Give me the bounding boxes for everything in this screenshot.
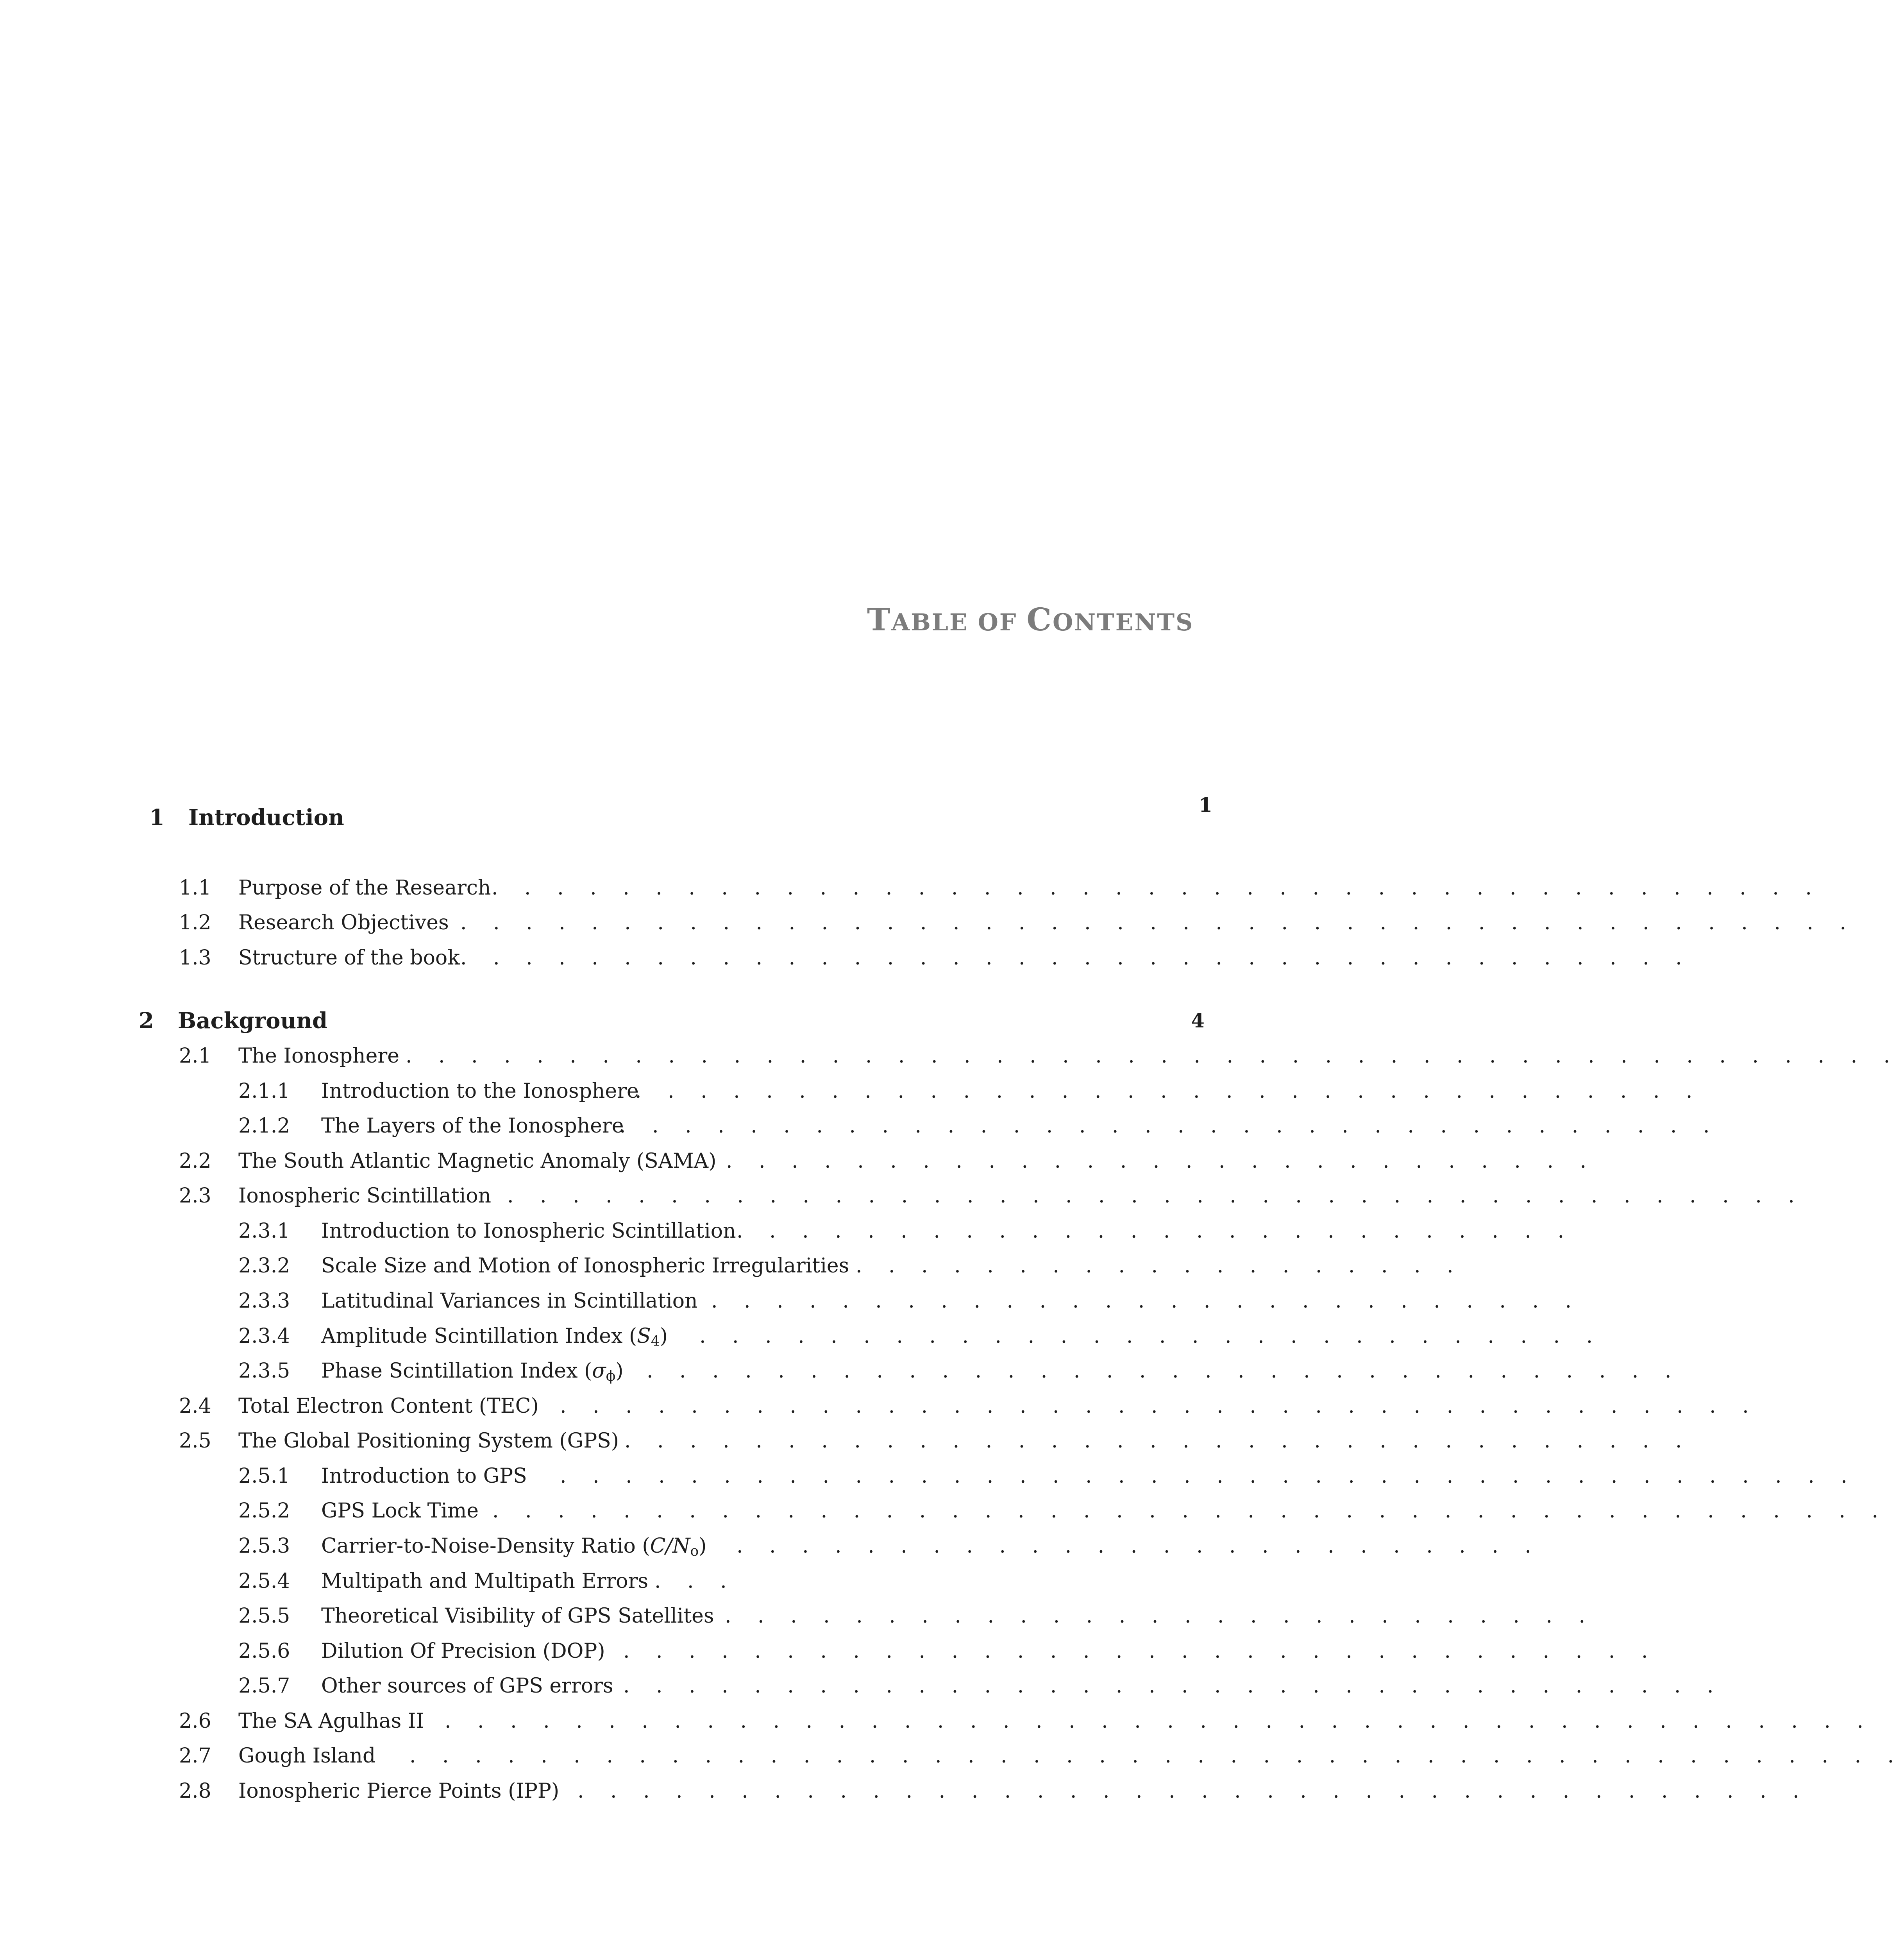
dot-leader: . . . . . . . . . . . . . . . . . . .	[856, 1254, 1464, 1278]
entry-title: The Global Positioning System (GPS)	[238, 1429, 619, 1453]
dot-leader: . . . . . . . . . . . . . . . . . . . . . . . . . . . . . . . . . . . . . . . . . . . . . .	[406, 1044, 1900, 1068]
entry-title: Multipath and Multipath Errors	[321, 1569, 649, 1593]
dot-leader: . . . . . . . . . . . . . . . . . . . . . . . . . . . . . . . . . . . . . . . . . . .	[492, 1499, 1888, 1523]
dot-leader: . . . . . . . . . . . . . . . . . . . . . . . . . . . . . . . .	[647, 1359, 1681, 1383]
toc-entry-2-5[interactable]	[179, 1425, 1692, 1457]
toc-entry-2-3-4[interactable]	[238, 1321, 1603, 1352]
entry-number: 2.8	[179, 1779, 211, 1803]
entry-number: 2.2	[179, 1149, 211, 1173]
entry-title: Scale Size and Motion of Ionospheric Irregularities	[321, 1254, 849, 1278]
toc-entry-2-5-3[interactable]	[238, 1530, 1541, 1562]
chapter-number: 2	[139, 1008, 154, 1034]
entry-title: Dilution Of Precision (DOP)	[321, 1639, 605, 1663]
entry-title: Introduction to the Ionosphere	[321, 1079, 639, 1103]
toc-entry-2-1-1[interactable]	[238, 1075, 1702, 1107]
toc-entry-2-5-7[interactable]	[238, 1670, 1723, 1702]
dot-leader: . . . . . . . . . . . . . . . . . . . . . . . . . . . . . . . . . . . . . .	[460, 946, 1692, 970]
toc-entry-2-1-2[interactable]	[238, 1110, 1720, 1142]
dot-leader: . . . . . . . . . . . . . . . . . . . . . . . . . . . . . . . .	[623, 1639, 1658, 1663]
entry-title: Phase Scintillation Index $(\sigma_\phi)$	[321, 1359, 624, 1384]
entry-title: Ionospheric Scintillation	[238, 1184, 492, 1208]
toc-entry-1-2[interactable]	[179, 907, 1856, 938]
dot-leader: . . . . . . . . . . . . . . . . . . . . . . . . . . . . . . . . .	[624, 1429, 1692, 1453]
entry-number: 2.5.2	[238, 1499, 290, 1523]
dot-leader: . . . . . . . . . . . . . . . . . . . . . . . . . . . . . . . . . . . . .	[560, 1394, 1759, 1418]
entry-title: Research Objectives	[238, 911, 449, 934]
entry-number: 2.5.4	[238, 1569, 290, 1593]
dot-leader: . . . . . . . . . . . . . . . . . . . . . . . . . .	[737, 1219, 1574, 1243]
entry-title: Structure of the book	[238, 946, 460, 970]
entry-number: 2.7	[179, 1744, 211, 1768]
entry-title: Gough Island	[238, 1744, 376, 1768]
toc-entry-2-6[interactable]	[179, 1705, 1874, 1737]
entry-title: Amplitude Scintillation Index $(S_4)$	[321, 1324, 668, 1349]
dot-leader: . . . . . . . . . . . . . . . . . . . . . . . . . . . . . . . . . . . . . . . . . . . .	[445, 1709, 1874, 1733]
entry-number: 2.1.2	[238, 1114, 290, 1138]
entry-number: 1.1	[179, 876, 211, 900]
dot-leader: . . . . . . . . . . . . . . . . . . . . . . . . . . . .	[699, 1324, 1603, 1348]
toc-entry-2-3-5[interactable]	[238, 1355, 1681, 1387]
entry-number: 2.5.5	[238, 1604, 290, 1628]
entry-title: Theoretical Visibility of GPS Satellites	[321, 1604, 714, 1628]
entry-number: 2.3.1	[238, 1219, 290, 1243]
entry-number: 2.3.5	[238, 1359, 290, 1383]
entry-title: Introduction to GPS	[321, 1464, 527, 1488]
dot-leader: . . . . . . . . . . . . . . . . . . . . . . . . . . .	[726, 1149, 1596, 1173]
toc-entry-2-2[interactable]	[179, 1145, 1596, 1177]
toc-entry-1-1[interactable]	[179, 872, 1822, 904]
dot-leader: . . . . . . . . . . . . . . . . . . . . . . . . . . .	[711, 1289, 1582, 1313]
toc-entry-2-1[interactable]	[179, 1040, 1900, 1072]
entry-title: Ionospheric Pierce Points (IPP)	[238, 1779, 560, 1803]
toc-chapter-2[interactable]	[139, 1005, 1233, 1036]
toc-entry-2-5-6[interactable]	[238, 1635, 1658, 1667]
toc-entry-2-3-3[interactable]	[238, 1285, 1582, 1317]
toc-entry-2-3-1[interactable]	[238, 1215, 1574, 1247]
chapter-number: 1	[149, 805, 164, 830]
entry-number: 2.3.4	[238, 1324, 290, 1348]
entry-title: Total Electron Content (TEC)	[238, 1394, 539, 1418]
entry-number: 2.5.3	[238, 1534, 290, 1558]
toc-entry-2-5-4[interactable]	[238, 1566, 1196, 1597]
toc-entry-2-5-1[interactable]	[238, 1460, 1858, 1492]
dot-leader: . . . . . . . . . . . . . . . . . . . . . . . . . . . . . . . . . . . . . . . . . . .	[460, 911, 1856, 934]
toc-entry-2-5-2[interactable]	[238, 1495, 1888, 1526]
toc-entry-2-7[interactable]	[179, 1740, 1904, 1771]
entry-title: Latitudinal Variances in Scintillation	[321, 1289, 698, 1313]
entry-title: The Ionosphere	[238, 1044, 399, 1068]
entry-number: 2.3.3	[238, 1289, 290, 1313]
chapter-title: Background	[178, 1008, 328, 1034]
entry-number: 2.3.2	[238, 1254, 290, 1278]
entry-title: GPS Lock Time	[321, 1499, 479, 1523]
dot-leader: . . . . . . . . . . . . . . . . . . . . . . . . . . . . . . . . .	[635, 1079, 1702, 1103]
chapter-page-number: 4	[1191, 1009, 1205, 1032]
dot-leader: . . . . . . . . . . . . . . . . . . . . . . . . . . . . . . . . . . . . . . . . .	[492, 876, 1822, 900]
entry-title: Purpose of the Research	[238, 876, 491, 900]
entry-number: 2.1.1	[238, 1079, 290, 1103]
entry-number: 1.2	[179, 911, 211, 934]
dot-leader: . . . . . . . . . . . . . . . . . . . . . . . . . . . . . . . . . .	[619, 1114, 1720, 1138]
entry-number: 2.5	[179, 1429, 211, 1453]
toc-entry-2-4[interactable]	[179, 1390, 1759, 1422]
toc-entry-2-3[interactable]	[179, 1180, 1805, 1211]
toc-entry-2-5-5[interactable]	[238, 1600, 1595, 1632]
entry-title: Carrier-to-Noise-Density Ratio $(C/N_o)$	[321, 1534, 707, 1559]
toc-entry-2-8[interactable]	[179, 1775, 1809, 1807]
dot-leader: . . . . . . . . . . . . . . . . . . . . . . . . . . . . . . . . . . . . . . . . . . . . . .	[409, 1744, 1904, 1768]
dot-leader: . . . . . . . . . . . . . . . . . . . . . . . . . . .	[725, 1604, 1595, 1628]
page-title: TABLE OF CONTENTS	[867, 601, 1194, 638]
dot-leader: . . .	[654, 1569, 737, 1593]
entry-title: The Layers of the Ionosphere	[321, 1114, 624, 1138]
toc-chapter-1[interactable]	[149, 802, 1243, 833]
entry-number: 2.5.1	[238, 1464, 290, 1488]
entry-number: 2.3	[179, 1184, 211, 1208]
dot-leader: . . . . . . . . . . . . . . . . . . . . . . . . . . . . . . . . . . . . . . . .	[507, 1184, 1805, 1208]
entry-number: 2.5.6	[238, 1639, 290, 1663]
entry-number: 2.4	[179, 1394, 211, 1418]
entry-number: 2.6	[179, 1709, 211, 1733]
dot-leader: . . . . . . . . . . . . . . . . . . . . . . . . . . . . . . . . . . . . . .	[577, 1779, 1809, 1803]
entry-number: 2.5.7	[238, 1674, 290, 1698]
entry-title: The South Atlantic Magnetic Anomaly (SAMA)	[238, 1149, 717, 1173]
toc-entry-1-3[interactable]	[179, 942, 1692, 973]
chapter-title: Introduction	[188, 805, 344, 830]
entry-title: The SA Agulhas II	[238, 1709, 424, 1733]
entry-number: 2.1	[179, 1044, 211, 1068]
entry-title: Introduction to Ionospheric Scintillation	[321, 1219, 736, 1243]
chapter-page-number: 1	[1199, 793, 1212, 816]
dot-leader: . . . . . . . . . . . . . . . . . . . . . . . . . . . . . . . . . . . . . . . .	[560, 1464, 1858, 1488]
dot-leader: . . . . . . . . . . . . . . . . . . . . . . . . .	[737, 1534, 1541, 1558]
toc-entry-2-3-2[interactable]	[238, 1250, 1464, 1281]
entry-number: 1.3	[179, 946, 211, 970]
entry-title: Other sources of GPS errors	[321, 1674, 613, 1698]
dot-leader: . . . . . . . . . . . . . . . . . . . . . . . . . . . . . . . . . .	[623, 1674, 1723, 1698]
